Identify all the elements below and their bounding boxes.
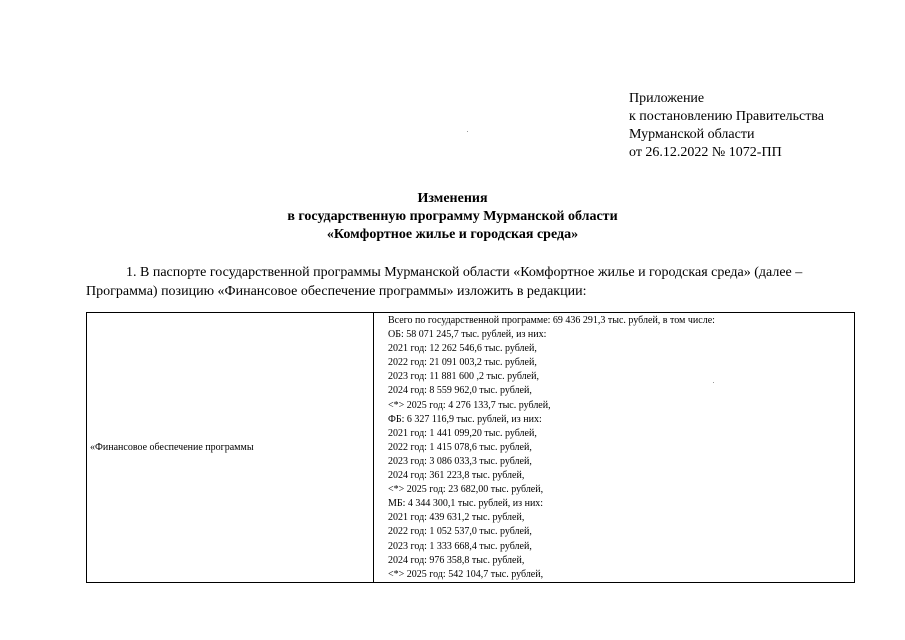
appendix-line: Мурманской области bbox=[629, 127, 755, 142]
value-line: 2021 год: 12 262 546,6 тыс. рублей, bbox=[388, 343, 537, 355]
appendix-line: к постановлению Правительства bbox=[629, 109, 825, 124]
value-line: 2023 год: 3 086 033,3 тыс. рублей, bbox=[388, 455, 532, 467]
appendix-line: от 26.12.2022 № 1072-ПП bbox=[629, 145, 782, 160]
title-line: «Комфортное жилье и городская среда» bbox=[326, 227, 579, 242]
value-line: 2024 год: 8 559 962,0 тыс. рублей, bbox=[388, 385, 532, 397]
value-line: <*> 2025 год: 542 104,7 тыс. рублей, bbox=[388, 568, 544, 580]
table-row bbox=[87, 313, 855, 583]
value-line: ОБ: 58 071 245,7 тыс. рублей, из них: bbox=[388, 329, 547, 341]
value-line: 2023 год: 1 333 668,4 тыс. рублей, bbox=[388, 540, 532, 552]
financing-table bbox=[86, 312, 855, 583]
value-line: МБ: 4 344 300,1 тыс. рублей, из них: bbox=[388, 498, 544, 510]
value-line: 2022 год: 21 091 003,2 тыс. рублей, bbox=[388, 357, 537, 369]
value-line: Всего по государственной программе: 69 436 291,3 тыс. рублей, в том числе: bbox=[388, 315, 715, 326]
value-line: <*> 2025 год: 23 682,00 тыс. рублей, bbox=[388, 484, 544, 496]
paragraph-line: Программа) позицию «Финансовое обеспечение программы» изложить в редакции: bbox=[86, 284, 587, 299]
value-line: ФБ: 6 327 116,9 тыс. рублей, из них: bbox=[388, 413, 542, 425]
table-values-cell bbox=[374, 313, 855, 583]
value-line: <*> 2025 год: 4 276 133,7 тыс. рублей, bbox=[388, 399, 551, 411]
table-label-cell: «Финансовое обеспечение программы bbox=[87, 313, 374, 583]
value-line: 2022 год: 1 052 537,0 тыс. рублей, bbox=[388, 526, 532, 538]
value-line: 2024 год: 361 223,8 тыс. рублей, bbox=[388, 470, 525, 482]
document-title bbox=[0, 190, 905, 244]
value-line: 2022 год: 1 415 078,6 тыс. рублей, bbox=[388, 441, 532, 453]
appendix-line: Приложение bbox=[629, 91, 705, 106]
value-line: 2023 год: 11 881 600 ,2 тыс. рублей, bbox=[388, 371, 539, 383]
title-line: в государственную программу Мурманской области bbox=[287, 209, 618, 224]
title-line: Изменения bbox=[417, 191, 488, 206]
value-line: 2021 год: 439 631,2 тыс. рублей, bbox=[388, 512, 525, 524]
amendment-paragraph bbox=[86, 263, 856, 301]
value-line: 2021 год: 1 441 099,20 тыс. рублей, bbox=[388, 427, 537, 439]
appendix-block bbox=[629, 90, 824, 162]
paragraph-line: 1. В паспорте государственной программы Мурманской области «Комфортное жилье и городская среда» (далее – bbox=[126, 265, 803, 280]
scan-speck bbox=[467, 131, 468, 132]
value-line: 2024 год: 976 358,8 тыс. рублей, bbox=[388, 554, 525, 566]
